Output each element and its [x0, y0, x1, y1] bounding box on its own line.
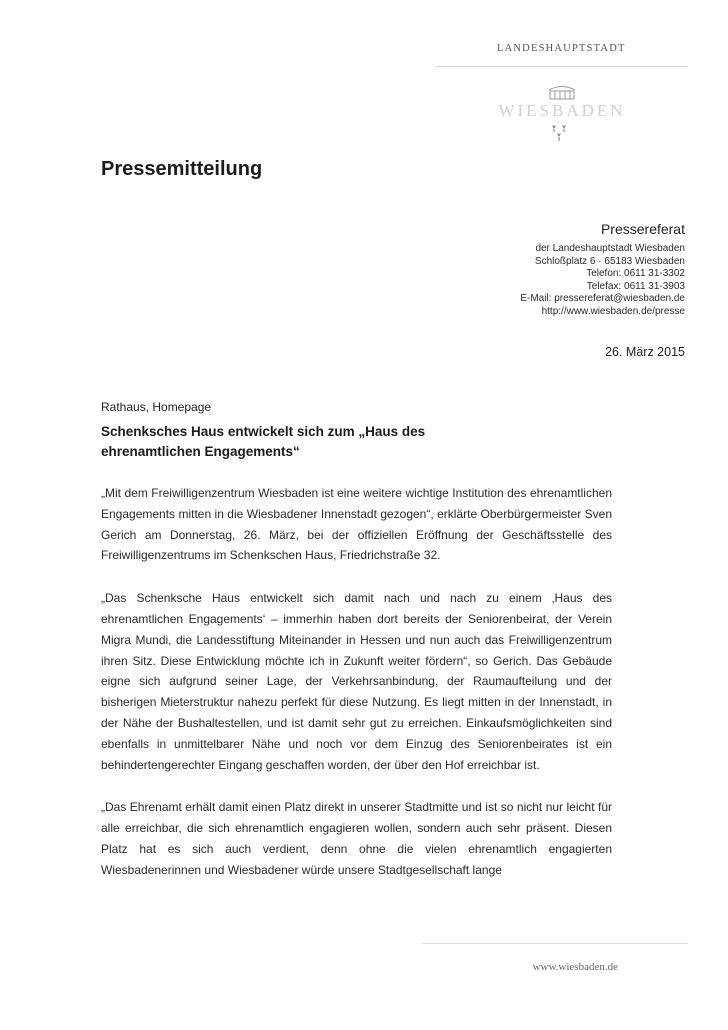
release-headline: Schenksches Haus entwickelt sich zum „Haus des ehrenamtlichen Engagements“	[101, 424, 426, 459]
header-divider	[435, 66, 688, 67]
city-header: LANDESHAUPTSTADT	[497, 43, 626, 54]
body-paragraph: „Das Schenksche Haus entwickelt sich damit nach und nach zu einem ‚Haus des ehrenamtlichen Engagements‘ – immerhin haben dort bereits der Seniorenbeirat, der Verein Migra Mundi, die Landesstiftung Miteinander in Hessen und nun auch das Freiwilligenzentrum ihren Sitz. Diese Entwicklung möchte ich in Zukunft weiter fördern“, so Gerich. Das Gebäude eigne sich aufgrund seiner Lage, der Verkehrsanbindung, der Raumaufteilung und der bisherigen Mieterstruktur nahezu perfekt für diese Nutzung. Es liegt mitten in der Innenstadt, in der Nähe der Bushaltestellen, und ist damit sehr gut zu erreichen. Einkaufsmöglichkeiten sind ebenfalls in unmittelbarer Nähe und noch vor dem Einzug des Seniorenbeirates ist ein behindertengerechter Eingang geschaffen worden, der über den Hof erreichbar ist.	[101, 591, 612, 772]
footer-divider	[422, 943, 688, 944]
body-paragraph: „Mit dem Freiwilligenzentrum Wiesbaden ist eine weitere wichtige Institution des ehrenamtlichen Engagements mitten in die Wiesbadener Innenstadt gezogen“, erklärte Oberbürgermeister Sven Gerich am Donnerstag, 26. März, bei der offiziellen Eröffnung der Geschäftsstelle des Freiwilligenzentrums im Schenkschen Haus, Friedrichstraße 32.	[101, 486, 612, 563]
wiesbaden-logo	[492, 82, 632, 146]
office-line-website: http://www.wiesbaden.de/presse	[541, 305, 685, 317]
footer-website: www.wiesbaden.de	[532, 961, 618, 973]
release-category: Rathaus, Homepage	[101, 400, 212, 414]
body-paragraph: „Das Ehrenamt erhält damit einen Platz direkt in unserer Stadtmitte und ist so nicht nur leicht für alle erreichbar, die sich ehrenamtlich engagieren wollen, sondern auch sehr präsent. Diesen Platz hat es sich auch verdient, denn ohne die vielen ehrenamtlich engagierten Wiesbadenerinnen und Wiesbadener würde unsere Stadtgesellschaft lange	[101, 800, 612, 877]
release-body	[101, 483, 612, 903]
press-office-name: Pressereferat	[600, 221, 685, 237]
document-title: Pressemitteilung	[101, 158, 263, 180]
press-office-contact	[520, 221, 685, 318]
office-line-city: der Landeshauptstadt Wiesbaden	[535, 243, 685, 254]
release-date: 26. März 2015	[605, 345, 685, 359]
office-line-address: Schloßplatz 6 · 65183 Wiesbaden	[534, 255, 685, 267]
office-line-fax: Telefax: 0611 31-3903	[586, 280, 685, 292]
office-line-email: E-Mail: pressereferat@wiesbaden.de	[520, 293, 685, 304]
office-line-phone: Telefon: 0611 31-3302	[586, 268, 685, 279]
logo-wordmark: WIESBADEN	[498, 101, 626, 120]
